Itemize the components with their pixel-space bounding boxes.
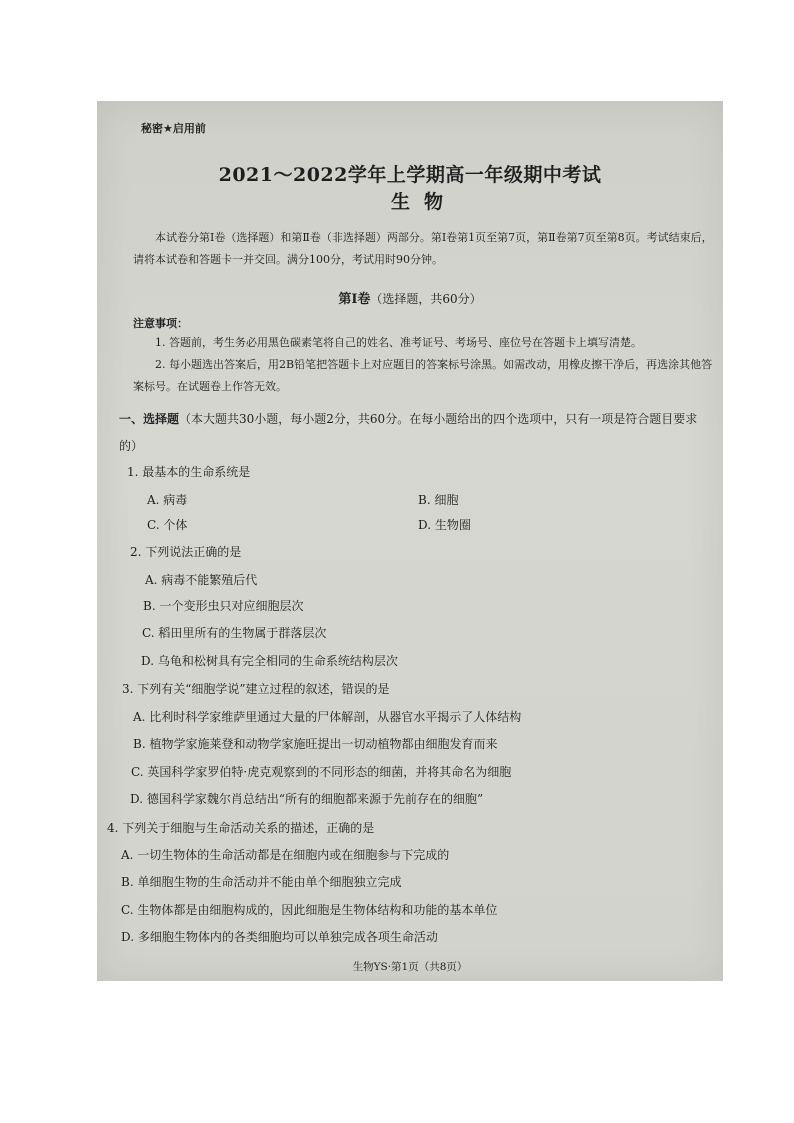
question-4-stem: 4. 下列关于细胞与生命活动关系的描述，正确的是 [107, 821, 375, 835]
exam-instructions: 本试卷分第Ⅰ卷（选择题）和第Ⅱ卷（非选择题）两部分。第Ⅰ卷第1页至第7页，第Ⅱ卷第7页至第8页。考试结束后，请将本试卷和答题卡一并交回。满分100分，考试用时90分钟。 [133, 231, 713, 266]
volume-1-heading [97, 288, 723, 307]
question-1-stem: 1. 最基本的生命系统是 [127, 465, 251, 479]
question-1-option-d: D. 生物圈 [418, 518, 471, 532]
subject-title: 生物 [390, 191, 457, 213]
question-3-option-a: A. 比利时科学家维萨里通过大量的尸体解剖，从器官水平揭示了人体结构 [133, 710, 522, 724]
question-1-option-c: C. 个体 [147, 518, 188, 532]
section-title: 一、选择题 [119, 412, 180, 426]
notes-title: 注意事项： [133, 317, 188, 330]
note-item-1: 1. 答题前，考生务必用黑色碳素笔将自己的姓名、准考证号、考场号、座位号在答题卡上填写清楚。 [155, 336, 642, 349]
page-footer: 生物YS·第1页（共8页） [352, 961, 468, 973]
question-3-stem: 3. 下列有关“细胞学说”建立过程的叙述，错误的是 [122, 682, 390, 696]
question-3-option-d: D. 德国科学家魏尔肖总结出“所有的细胞都来源于先前存在的细胞” [130, 792, 484, 806]
question-2-stem: 2. 下列说法正确的是 [130, 545, 242, 559]
volume-1-detail: （选择题，共60分） [370, 292, 482, 306]
exam-title: 2021～2022学年上学期高一年级期中考试 [218, 164, 602, 186]
question-3-option-c: C. 英国科学家罗伯特·虎克观察到的不同形态的细菌，并将其命名为细胞 [131, 765, 512, 779]
question-4-option-d: D. 多细胞生物体内的各类细胞均可以单独完成各项生命活动 [121, 930, 438, 944]
question-4-option-b: B. 单细胞生物的生命活动并不能由单个细胞独立完成 [121, 875, 402, 889]
exam-page [97, 101, 723, 981]
question-4-option-c: C. 生物体都是由细胞构成的，因此细胞是生物体结构和功能的基本单位 [121, 903, 498, 917]
question-2-option-d: D. 乌龟和松树具有完全相同的生命系统结构层次 [141, 654, 398, 668]
question-2-option-c: C. 稻田里所有的生物属于群落层次 [142, 626, 327, 640]
question-1-option-b: B. 细胞 [418, 493, 459, 507]
question-2-option-b: B. 一个变形虫只对应细胞层次 [143, 599, 304, 613]
question-3-option-b: B. 植物学家施莱登和动物学家施旺提出一切动植物都由细胞发育而来 [133, 737, 498, 751]
question-4-option-a: A. 一切生物体的生命活动都是在细胞内或在细胞参与下完成的 [121, 848, 450, 862]
note-item-2: 2. 每小题选出答案后，用2B铅笔把答题卡上对应题目的答案标号涂黑。如需改动，用橡皮擦干净后，再选涂其他答案标号。在试题卷上作答无效。 [133, 358, 713, 393]
section-heading [119, 406, 711, 460]
confidential-mark: 秘密★启用前 [141, 122, 206, 135]
volume-1-label: 第Ⅰ卷 [338, 292, 371, 307]
question-1-option-a: A. 病毒 [147, 493, 188, 507]
section-description: （本大题共30小题，每小题2分，共60分。在每小题给出的四个选项中，只有一项是符合题目要求的） [119, 412, 698, 453]
question-2-option-a: A. 病毒不能繁殖后代 [145, 573, 258, 587]
